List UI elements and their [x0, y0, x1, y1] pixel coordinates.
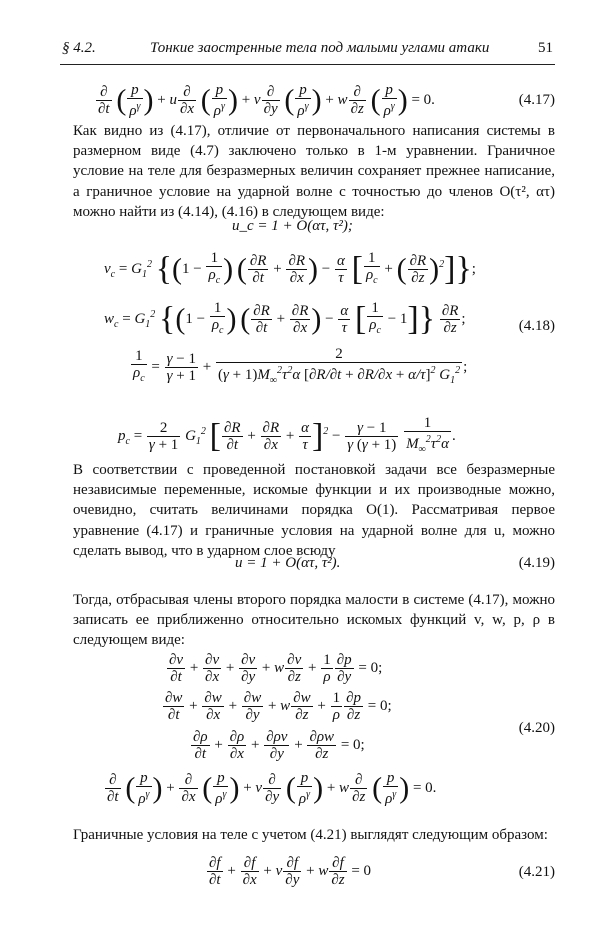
- equation-4-17: $\frac{\partial}{\partial t}$ ( $\frac{p}{\rho^\gamma}$ ) + u $\frac{\partial}{\partial x}$ ( $\frac{p}{\rho^\gamma}$ ) + v $\frac{\partial}{\partial y}$ ( $\frac{p}{\rho^\gamma}$ ) + w $\frac{\partial}{\partial z}$ ( $\frac{p}{\rho^\gamma}$ ) = 0.: [98, 82, 435, 119]
- equation-4-20-v: $\frac{\partial v}{\partial t}$ + $\frac{\partial v}{\partial x}$ + $\frac{\partial v}{\partial y}$ + w $\frac{\partial v}{\partial z}$ + $\frac{1}{\rho}$ $\frac{\partial p}{\partial y}$ = 0;: [169, 652, 383, 685]
- page-number: 51: [538, 40, 553, 56]
- equation-label: (4.19): [518, 555, 555, 571]
- paragraph: Тогда, отбрасывая члены второго порядка малости в системе (4.17), можно записать ее приближенно относительно искомых функций v, w, p, ρ в следующем виде:: [73, 592, 555, 649]
- equation-label: (4.21): [518, 864, 555, 880]
- chapter-title: Тонкие заостренные тела под малыми углами атаки: [150, 40, 490, 56]
- equation-4-20-p: $\frac{\partial}{\partial t}$ ( $\frac{p}{\rho^\gamma}$ ) + $\frac{\partial}{\partial x}$ ( $\frac{p}{\rho^\gamma}$ ) + v $\frac{\partial}{\partial y}$ ( $\frac{p}{\rho^\gamma}$ ) + w $\frac{\partial}{\partial z}$ ( $\frac{p}{\rho^\gamma}$ ) = 0.: [107, 770, 437, 807]
- section-number: § 4.2.: [62, 40, 96, 56]
- equation-4-20-w: $\frac{\partial w}{\partial t}$ + $\frac{\partial w}{\partial x}$ + $\frac{\partial w}{\partial y}$ + w $\frac{\partial w}{\partial z}$ + $\frac{1}{\rho}$ $\frac{\partial p}{\partial z}$ = 0;: [165, 690, 392, 723]
- equation-4-18-v: $v_c = G_1^2$ {(1 − $\frac{1}{\rho_c}$ ) ( $\frac{\partial R}{\partial t}$ + $\frac{\partial R}{\partial x}$ ) − $\frac{\alpha}{\tau}$ [ $\frac{1}{\rho_c}$ + ( $\frac{\partial R}{\partial z}$ )$^2$]};: [104, 250, 476, 288]
- equation-4-18-p: $p_c$ = $\frac{2}{\gamma + 1}$ $G_1^2$ [ $\frac{\partial R}{\partial t}$ + $\frac{\partial R}{\partial x}$ + $\frac{\alpha}{\tau}$ ]$^2$ − $\frac{\gamma - 1}{\gamma (\gamma + 1)}$ $\frac{1}{M_\infty^2\tau^2\alpha}$ .: [118, 415, 456, 455]
- equation-4-21: $\frac{\partial f}{\partial t}$ + $\frac{\partial f}{\partial x}$ + v $\frac{\partial f}{\partial y}$ + w $\frac{\partial f}{\partial z}$ = 0: [209, 855, 372, 888]
- paragraph: Как видно из (4.17), отличие от первоначального написания системы в размерном виде (4.7) заключено только в 1-м уравнении. Граничное условие на теле для безразмерных величин сохраняет прежнее написание, а граничное условие на ударной волне с точностью до членов O(τ², ατ) можно найти из (4.14), (4.16) в следующем виде:: [73, 123, 555, 220]
- equation-label: (4.17): [518, 92, 555, 108]
- equation-4-18-w: $w_c = G_1^2$ {(1 − $\frac{1}{\rho_c}$ ) ( $\frac{\partial R}{\partial t}$ + $\frac{\partial R}{\partial x}$ ) − $\frac{\alpha}{\tau}$ [ $\frac{1}{\rho_c}$ − 1]} $\frac{\partial R}{\partial z}$ ;: [104, 300, 466, 338]
- equation-4-19: u = 1 + O(ατ, τ²).: [235, 555, 341, 571]
- running-header: [60, 40, 555, 65]
- equation-4-18-u: u_c = 1 + O(ατ, τ²);: [232, 218, 353, 234]
- paragraph: В соответствии с проведенной постановкой задачи все безразмерные независимые переменные, искомые функции и их производные можно, очевидно, считать величинами порядка O(1). Рассматривая первое уравнение (4.17) и граничные условия на ударной волне для u, можно сделать вывод, что в ударном слое всюду: [73, 462, 555, 559]
- equation-4-20-rho: $\frac{\partial\rho}{\partial t}$ + $\frac{\partial\rho}{\partial x}$ + $\frac{\partial\rho v}{\partial y}$ + $\frac{\partial\rho w}{\partial z}$ = 0;: [193, 729, 365, 762]
- equation-4-18-rho: $\frac{1}{\rho_c}$ = $\frac{\gamma - 1}{\gamma + 1}$ + $\frac{2}{(\gamma + 1)M_\infty^2\tau^2\alpha [\partial R/\partial t + \partial R/\partial x + \alpha/\tau]^2 G_1^2}$ ;: [133, 346, 468, 386]
- paragraph: Граничные условия на теле с учетом (4.21) выглядят следующим образом:: [73, 827, 548, 843]
- equation-label: (4.20): [518, 720, 555, 736]
- equation-label: (4.18): [518, 318, 555, 334]
